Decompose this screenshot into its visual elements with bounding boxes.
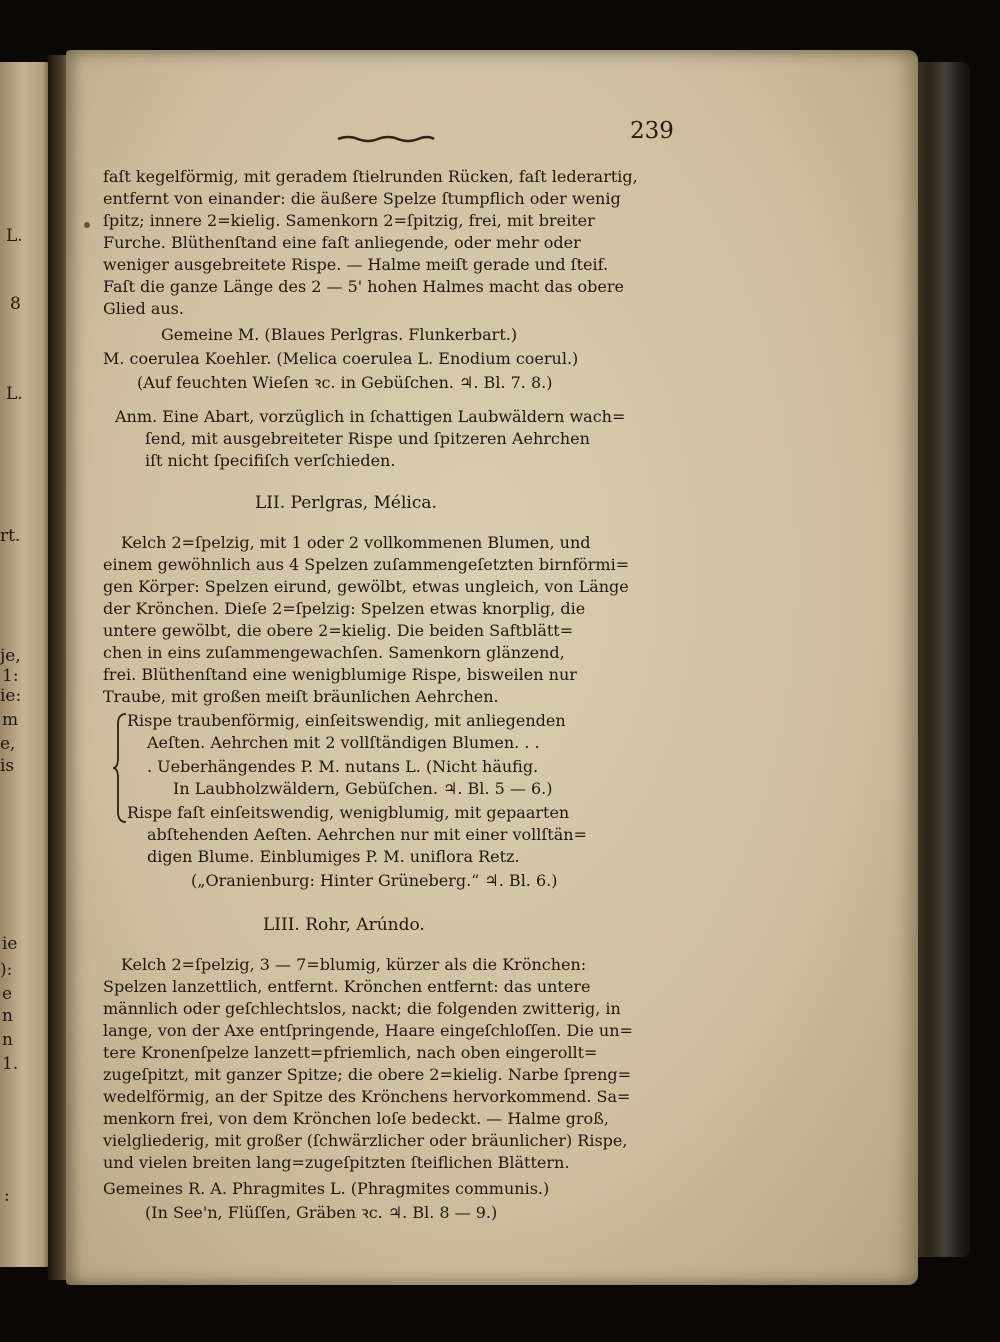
text-line: wedelförmig, an der Spitze des Krönchens hervorkommend. Sa= (103, 1087, 631, 1106)
section-heading-lii: LII. Perlgras, Mélica. (255, 493, 437, 513)
left-page-fragment: n (2, 1006, 13, 1026)
left-page-fragment: ): (0, 960, 13, 980)
text-line: tere Kronenſpelze lanzett=pfriemlich, nach oben eingerollt= (103, 1043, 598, 1062)
left-page-fragment: is (0, 756, 15, 776)
left-page-fragment: je, (0, 646, 21, 666)
header-ornament (336, 134, 436, 144)
section-heading-liii: LIII. Rohr, Arúndo. (263, 915, 425, 935)
left-page-fragment: rt. (0, 526, 21, 546)
page-number: 239 (630, 118, 674, 144)
left-page-fragment: e, (0, 734, 16, 754)
key-line: Aeſten. Aehrchen mit 2 vollſtändigen Blumen. . . (147, 733, 540, 752)
text-line: weniger ausgebreitete Rispe. — Halme meiſt gerade und ſteif. (103, 255, 609, 274)
text-line: der Krönchen. Dieſe 2=ſpelzig: Spelzen etwas knorplig, die (103, 599, 586, 618)
left-page-fragment: ie: (0, 686, 22, 706)
key-line: Rispe traubenförmig, einſeitswendig, mit anliegenden (127, 711, 566, 730)
text-line: gen Körper: Spelzen eirund, gewölbt, etwas ungleich, von Länge (103, 577, 629, 596)
left-page-fragment: 8 (10, 294, 21, 314)
text-line: frei. Blüthenſtand eine wenigblumige Rispe, bisweilen nur (103, 665, 577, 684)
left-page-fragment: n (2, 1030, 13, 1050)
left-facing-page (0, 62, 50, 1267)
text-line: Kelch 2=ſpelzig, 3 — 7=blumig, kürzer als die Krönchen: (121, 955, 587, 974)
note-line: ſend, mit ausgebreiteter Rispe und ſpitzeren Aehrchen (145, 429, 590, 448)
key-line: . Ueberhängendes P. M. nutans L. (Nicht häufig. (147, 757, 539, 776)
text-line: Kelch 2=ſpelzig, mit 1 oder 2 vollkommenen Blumen, und (121, 533, 591, 552)
note-line: Anm. Eine Abart, vorzüglich in ſchattigen Laubwäldern wach= (115, 407, 626, 426)
left-page-fragment: ie (2, 934, 18, 954)
left-page-fragment: e (2, 984, 13, 1004)
species-habitat: (In See'n, Flüſſen, Gräben ꝛc. ♃. Bl. 8 — 9.) (145, 1203, 498, 1222)
text-line: entfernt von einander: die äußere Spelze ſtumpflich oder wenig (103, 189, 621, 208)
text-line: Spelzen lanzettlich, entfernt. Krönchen entfernt: das untere (103, 977, 591, 996)
text-line: faſt kegelförmig, mit geradem ſtielrunden Rücken, faſt lederartig, (103, 167, 638, 186)
text-line: zugeſpitzt, mit ganzer Spitze; die obere 2=kielig. Narbe ſpreng= (103, 1065, 632, 1084)
margin-mark (84, 222, 90, 228)
text-line: lange, von der Axe entſpringende, Haare eingeſchloſſen. Die un= (103, 1021, 633, 1040)
text-line: untere gewölbt, die obere 2=kielig. Die beiden Saftblätt= (103, 621, 574, 640)
text-line: chen in eins zuſammengewachſen. Samenkorn glänzend, (103, 643, 565, 662)
text-line: und vielen breiten lang=zugeſpitzten ſteiflichen Blättern. (103, 1153, 570, 1172)
species-name: Gemeines R. A. Phragmites L. (Phragmites communis.) (103, 1179, 550, 1198)
text-line: männlich oder geſchlechtslos, nackt; die folgenden zwitterig, in (103, 999, 621, 1018)
left-page-fragment: m (2, 710, 19, 730)
key-line: („Oranienburg: Hinter Grüneberg.“ ♃. Bl. 6.) (191, 871, 558, 890)
left-page-fragment: 1. (2, 1054, 19, 1074)
key-line: In Laubholzwäldern, Gebüſchen. ♃. Bl. 5 — 6.) (173, 779, 553, 798)
key-brace (112, 712, 128, 824)
left-page-fragment: L. (6, 226, 23, 246)
species-name: Gemeine M. (Blaues Perlgras. Flunkerbart.) (161, 325, 518, 344)
text-line: ſpitz; innere 2=kielig. Samenkorn 2=ſpitzig, frei, mit breiter (103, 211, 595, 230)
key-line: digen Blume. Einblumiges P. M. uniflora Retz. (147, 847, 520, 866)
key-line: abſtehenden Aeſten. Aehrchen nur mit einer vollſtän= (147, 825, 587, 844)
left-page-fragment: 1: (2, 666, 19, 686)
text-line: einem gewöhnlich aus 4 Spelzen zuſammengeſetzten birnförmi= (103, 555, 630, 574)
species-habitat: (Auf feuchten Wieſen ꝛc. in Gebüſchen. ♃. Bl. 7. 8.) (137, 373, 553, 392)
left-page-fragment: : (4, 1186, 10, 1206)
text-line: Glied aus. (103, 299, 184, 318)
text-line: Traube, mit großen meiſt bräunlichen Aehrchen. (103, 687, 499, 706)
text-line: menkorn frei, von dem Krönchen loſe bedeckt. — Halme groß, (103, 1109, 609, 1128)
text-line: vielgliederig, mit großer (ſchwärzlicher oder bräunlicher) Rispe, (103, 1131, 628, 1150)
left-page-fragment: L. (6, 384, 23, 404)
text-line: Faſt die ganze Länge des 2 — 5' hohen Halmes macht das obere (103, 277, 624, 296)
note-line: iſt nicht ſpecifiſch verſchieden. (145, 451, 396, 470)
book-cover-edge (914, 62, 970, 1257)
species-synonyms: M. coerulea Koehler. (Melica coerulea L. Enodium coerul.) (103, 349, 579, 368)
text-line: Furche. Blüthenſtand eine faſt anliegende, oder mehr oder (103, 233, 581, 252)
key-line: Rispe faſt einſeitswendig, wenigblumig, mit gepaarten (127, 803, 570, 822)
